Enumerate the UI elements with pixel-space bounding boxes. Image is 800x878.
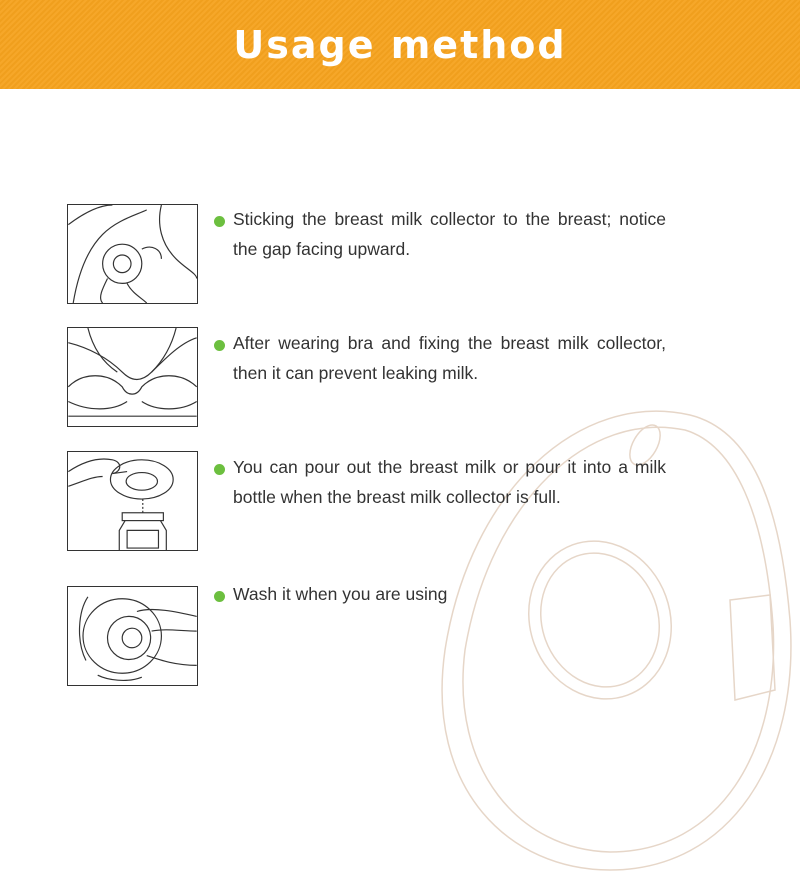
collector-on-breast-illustration <box>67 204 198 304</box>
bra-wearing-illustration <box>67 327 198 427</box>
pour-into-bottle-illustration <box>67 451 198 551</box>
washing-collector-illustration <box>67 586 198 686</box>
step-1-text: Sticking the breast milk collector to the breast; notice the gap facing upward. <box>233 209 666 259</box>
green-bullet-icon <box>214 216 225 227</box>
green-bullet-icon <box>214 464 225 475</box>
green-bullet-icon <box>214 340 225 351</box>
page-title: Usage method <box>233 22 567 67</box>
step-2-text: After wearing bra and fixing the breast milk collector, then it can prevent leaking milk. <box>233 333 666 383</box>
step-3-text: You can pour out the breast milk or pour it into a milk bottle when the breast milk collector is full. <box>233 457 666 507</box>
header-banner <box>0 0 800 89</box>
green-bullet-icon <box>214 591 225 602</box>
step-4-text: Wash it when you are using <box>233 584 448 604</box>
